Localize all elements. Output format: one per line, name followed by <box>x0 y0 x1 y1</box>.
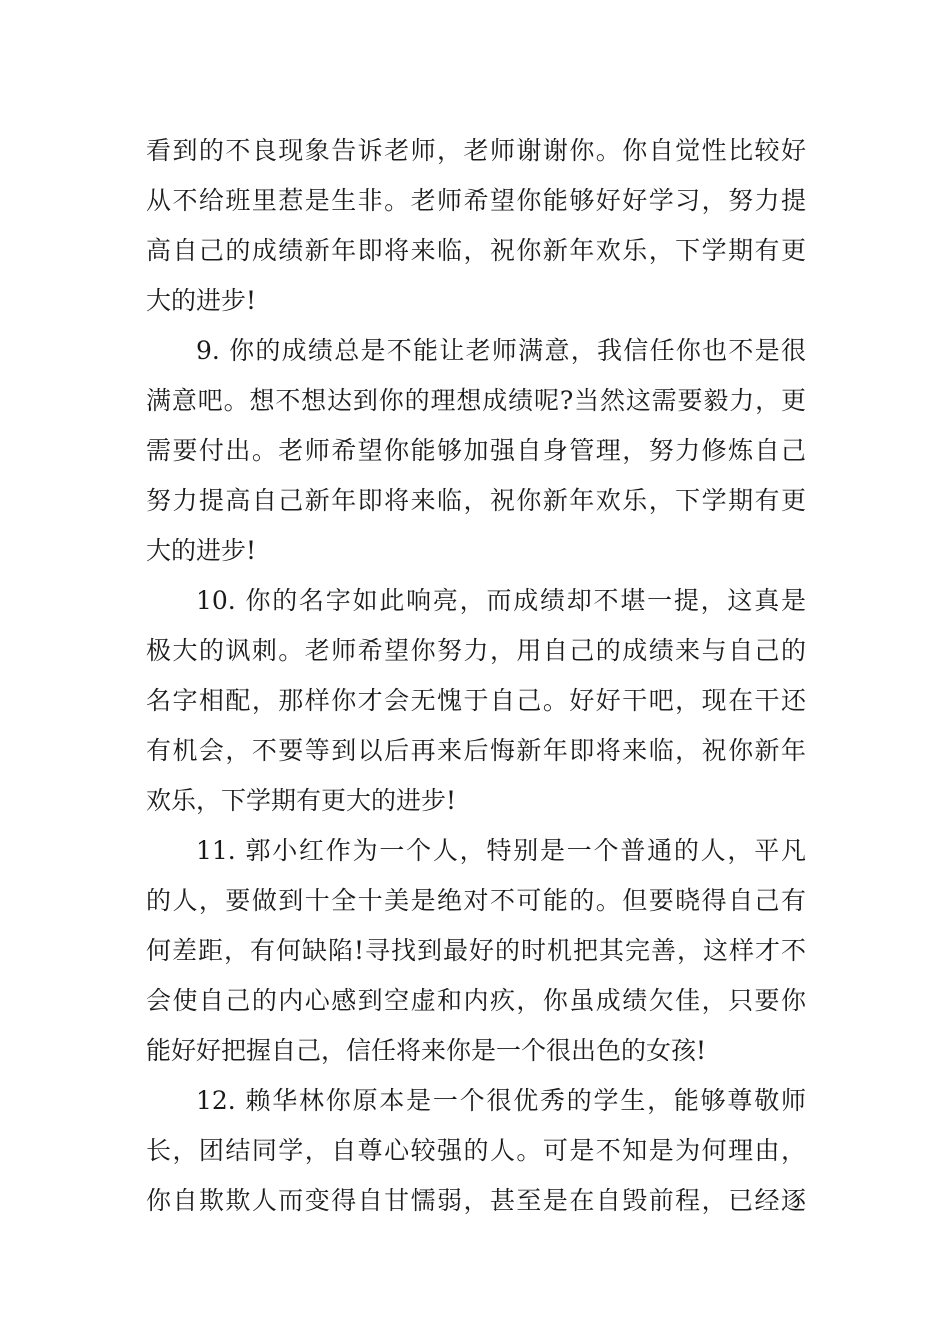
text-line: 努力提高自己新年即将来临，祝你新年欢乐，下学期有更 <box>146 486 806 515</box>
text-line: 名字相配，那样你才会无愧于自己。好好干吧，现在干还 <box>146 686 806 715</box>
text-line: 你自欺欺人而变得自甘懦弱，甚至是在自毁前程，已经逐 <box>146 1186 806 1215</box>
text-line: 从不给班里惹是生非。老师希望你能够好好学习，努力提 <box>146 186 806 215</box>
text-line: 的人，要做到十全十美是绝对不可能的。但要晓得自己有 <box>146 886 806 915</box>
text-line: 10. 你的名字如此响亮，而成绩却不堪一提，这真是 <box>196 586 806 615</box>
text-line: 何差距，有何缺陷!寻找到最好的时机把其完善，这样才不 <box>146 936 806 965</box>
paragraph-item-10 <box>146 576 806 826</box>
text-line: 有机会，不要等到以后再来后悔新年即将来临，祝你新年 <box>146 736 806 765</box>
paragraph-item-12 <box>146 1076 806 1226</box>
text-line: 12. 赖华林你原本是一个很优秀的学生，能够尊敬师 <box>196 1086 806 1115</box>
paragraph-continuation <box>146 126 806 326</box>
text-line: 长，团结同学，自尊心较强的人。可是不知是为何理由， <box>146 1136 806 1165</box>
paragraph-item-11 <box>146 826 806 1076</box>
text-line: 大的进步! <box>146 286 257 315</box>
text-line: 9. 你的成绩总是不能让老师满意，我信任你也不是很 <box>196 336 806 365</box>
text-line: 需要付出。老师希望你能够加强自身管理，努力修炼自己 <box>146 436 806 465</box>
text-line: 高自己的成绩新年即将来临，祝你新年欢乐，下学期有更 <box>146 236 806 265</box>
text-line: 会使自己的内心感到空虚和内疚，你虽成绩欠佳，只要你 <box>146 986 806 1015</box>
text-line: 满意吧。想不想达到你的理想成绩呢?当然这需要毅力，更 <box>146 386 806 415</box>
text-line: 欢乐，下学期有更大的进步! <box>146 786 457 815</box>
text-line: 极大的讽刺。老师希望你努力，用自己的成绩来与自己的 <box>146 636 806 665</box>
text-line: 看到的不良现象告诉老师，老师谢谢你。你自觉性比较好 <box>146 136 806 165</box>
document-body <box>146 126 806 1226</box>
text-line: 11. 郭小红作为一个人，特别是一个普通的人，平凡 <box>196 836 806 865</box>
paragraph-item-9 <box>146 326 806 576</box>
text-line: 大的进步! <box>146 536 257 565</box>
text-line: 能好好把握自己，信任将来你是一个很出色的女孩! <box>146 1036 707 1065</box>
